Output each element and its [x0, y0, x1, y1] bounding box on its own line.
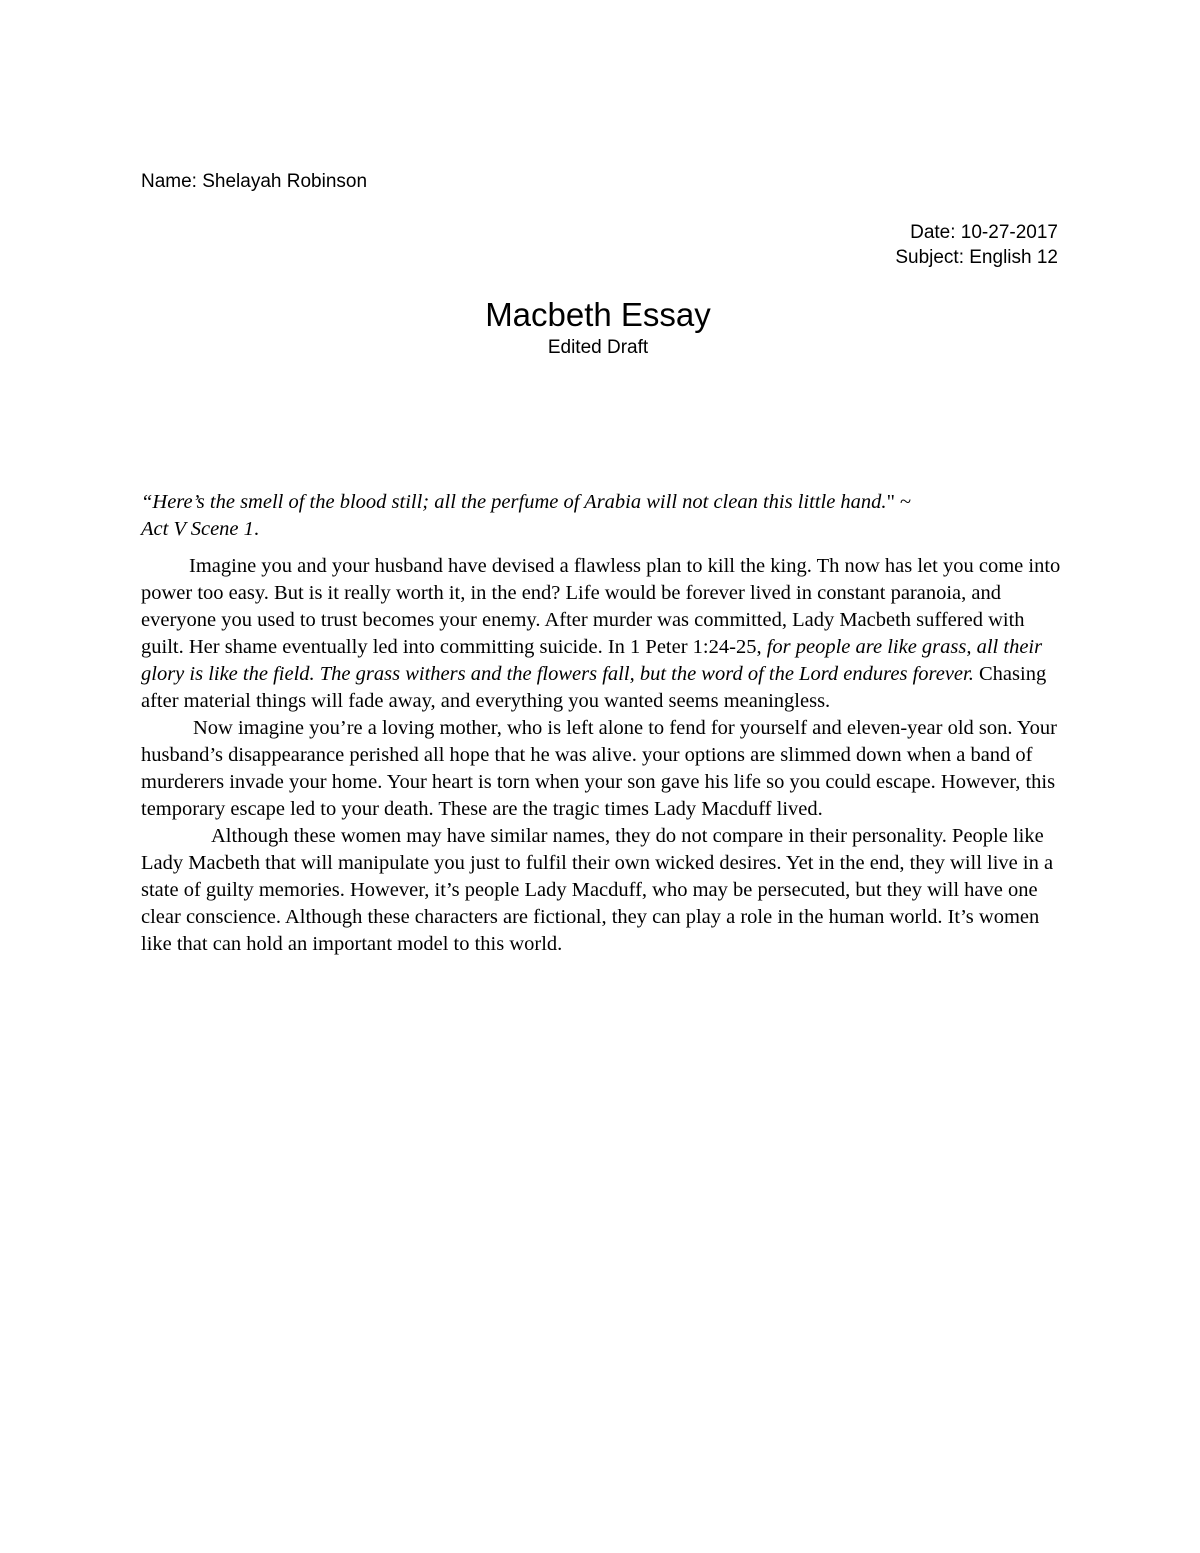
paragraph-1-bible-quote: for people are like grass, all their glory is like the field. The grass withers and the flowers fall, but the word of the Lord endures forever.: [141, 636, 1043, 685]
paragraph-1-text-a: Imagine you and your husband have devised a flawless plan to kill the king. Th now has let you come into power too easy. But is it really worth it, in the end? Life would be forever lived in constant paranoia, and everyone you used to trust becomes your enemy. After murder was committed, Lady Macbeth suffered with guilt. Her shame eventually led into committing suicide. In 1 Peter 1:24-25,: [141, 555, 1061, 658]
date-line: Date: 10-27-2017: [910, 222, 1058, 243]
epigraph-source: Act V Scene 1: [141, 518, 254, 540]
epigraph: [141, 489, 1051, 543]
paragraph-2: Now imagine you’re a loving mother, who is left alone to fend for yourself and eleven-year old son. Your husband’s disappearance perished all hope that he was alive. your options are slimmed down when a band of murderers invade your home. Your heart is torn when your son gave his life so you could escape. However, this temporary escape led to your death. These are the tragic times Lady Macduff lived.: [141, 717, 1057, 820]
epigraph-tail: " ~: [886, 491, 912, 513]
student-name: Name: Shelayah Robinson: [141, 171, 368, 192]
meta-block: [895, 220, 1058, 270]
subject-line: Subject: English 12: [895, 247, 1058, 268]
essay-subtitle: Edited Draft: [547, 337, 649, 358]
paragraph-1: [141, 553, 1061, 715]
epigraph-source-end: .: [253, 518, 260, 540]
essay-title: Macbeth Essay: [485, 296, 711, 333]
essay-body: [141, 553, 1061, 958]
title-block: [0, 294, 1196, 360]
epigraph-quote: “Here’s the smell of the blood still; all the perfume of Arabia will not clean this little hand.: [141, 491, 887, 513]
paragraph-1-text-b: Chasing after material things will fade away, and everything you wanted seems meaningless.: [141, 663, 1047, 712]
paragraph-3: Although these women may have similar names, they do not compare in their personality. People like Lady Macbeth that will manipulate you just to fulfil their own wicked desires. Yet in the end, they will live in a state of guilty memories. However, it’s people Lady Macduff, who may be persecuted, but they will have one clear conscience. Although these characters are fictional, they can play a role in the human world. It’s women like that can hold an important model to this world.: [141, 825, 1054, 955]
